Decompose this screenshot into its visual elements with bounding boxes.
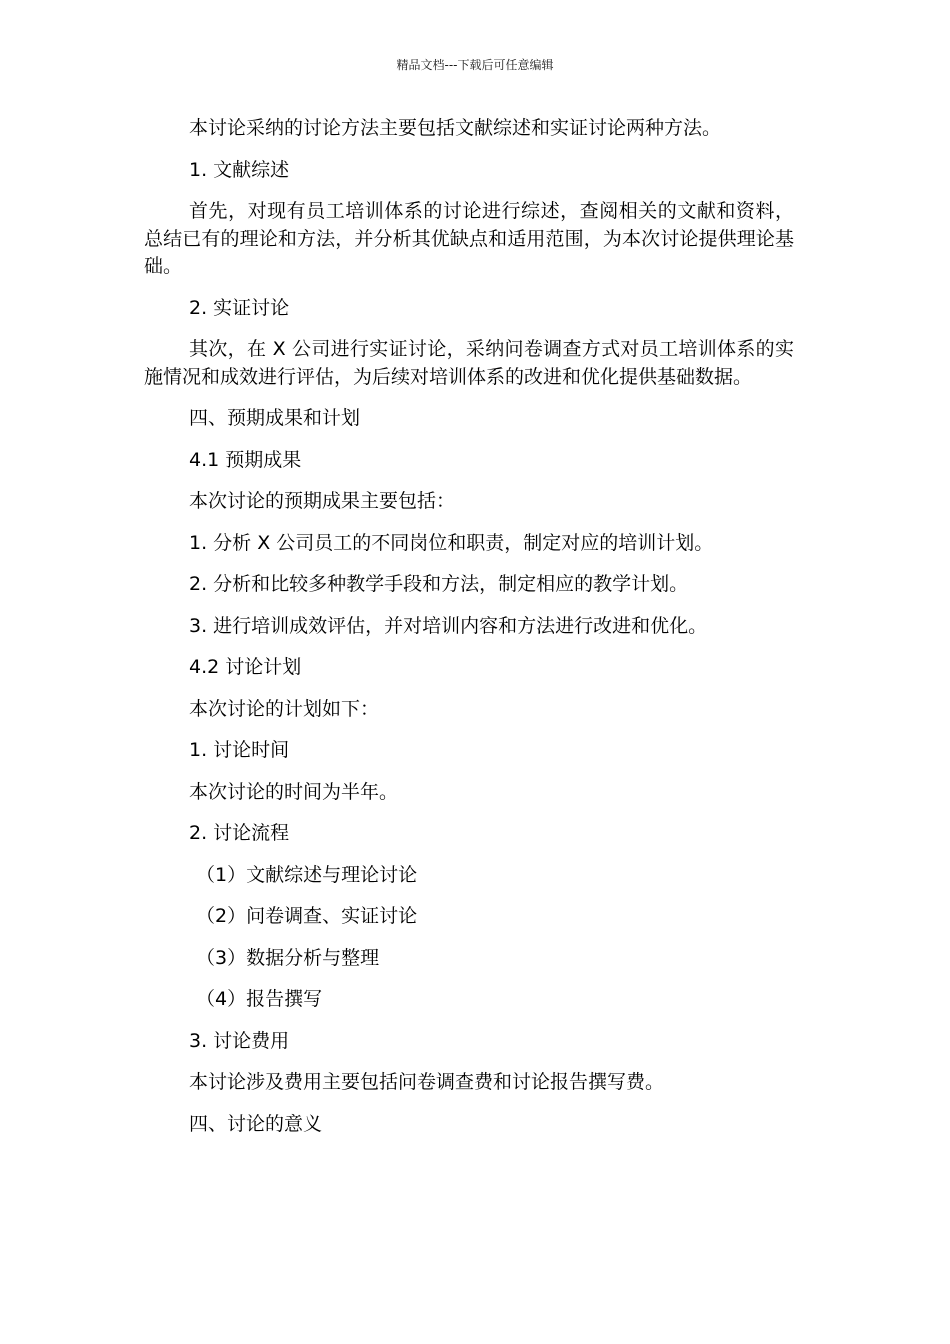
heading-study-plan: 4.2 讨论计划 [189,656,302,678]
list-item-process-4: （4）报告撰写 [196,988,323,1010]
list-item-outcome-2: 2. 分析和比较多种教学手段和方法，制定相应的教学计划。 [189,573,689,595]
paragraph-outcomes-intro: 本次讨论的预期成果主要包括： [189,490,456,512]
heading-study-process: 2. 讨论流程 [189,822,290,844]
paragraph-study-time: 本次讨论的时间为半年。 [189,780,399,803]
heading-expected-outcomes: 4.1 预期成果 [189,448,302,471]
heading-literature-review: 1. 文献综述 [189,158,290,181]
heading-empirical-study: 2. 实证讨论 [189,296,290,319]
page-header: 精品文档---下载后可任意编辑 [396,58,554,72]
list-item-outcome-1: 1. 分析 X 公司员工的不同岗位和职责，制定对应的培训计划。 [189,531,714,554]
document-body [144,115,794,1152]
paragraph-study-cost: 本讨论涉及费用主要包括问卷调查费和讨论报告撰写费。 [189,1071,665,1093]
paragraph-plan-intro: 本次讨论的计划如下： [189,697,380,720]
list-item-process-1: （1）文献综述与理论讨论 [196,863,418,886]
list-item-process-3: （3）数据分析与整理 [196,946,380,969]
paragraph-literature-review: 首先，对现有员工培训体系的讨论进行综述，查阅相关的文献和资料，总结已有的理论和方法，并分析其优缺点和适用范围，为本次讨论提供理论基础。 [144,200,794,277]
paragraph-empirical-study: 其次，在 X 公司进行实证讨论，采纳问卷调查方式对员工培训体系的实施情况和成效进行评估，为后续对培训体系的改进和优化提供基础数据。 [144,338,794,388]
list-item-outcome-3: 3. 进行培训成效评估，并对培训内容和方法进行改进和优化。 [189,614,708,637]
list-item-process-2: （2）问卷调查、实证讨论 [196,905,418,927]
heading-study-cost: 3. 讨论费用 [189,1029,290,1052]
section-heading-outcomes-plan: 四、预期成果和计划 [189,407,361,429]
paragraph-methods-intro: 本讨论采纳的讨论方法主要包括文献综述和实证讨论两种方法。 [189,117,722,139]
heading-study-time: 1. 讨论时间 [189,739,290,761]
section-heading-significance: 四、讨论的意义 [189,1112,323,1135]
